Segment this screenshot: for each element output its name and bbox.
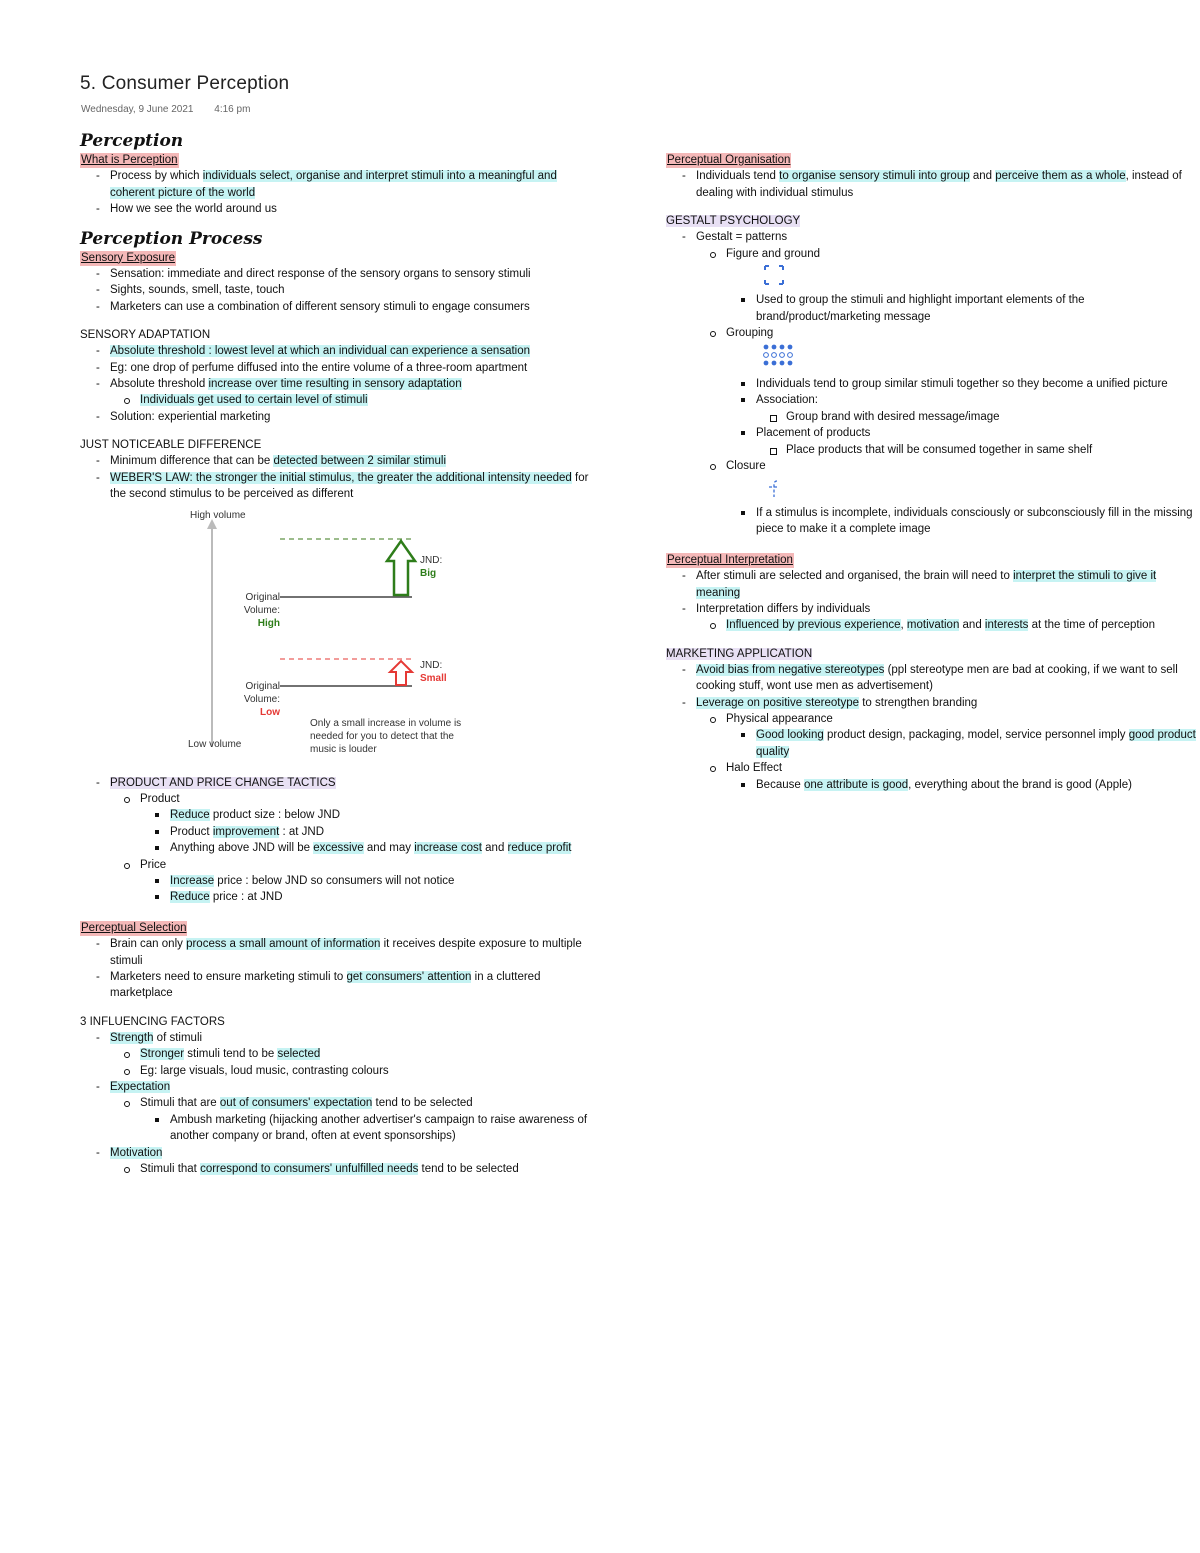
small-jnd-arrow	[390, 661, 412, 685]
original-volume-high-label: Original Volume: High	[243, 591, 280, 629]
list-item: Grouping Individuals tend to group similar stimuli together so they become a unified picture Association: Group brand with desired message/image Placement of products Place products that will be consumed together in same shelf	[696, 325, 1196, 458]
list-item: - Motivation Stimuli that correspond to consumers' unfulfilled needs tend to be selected	[80, 1145, 600, 1178]
graph-note: Only a small increase in volume is needed for you to detect that the music is louder	[310, 717, 462, 755]
influencing-factors-heading: 3 INFLUENCING FACTORS	[80, 1015, 225, 1028]
list-item: - Absolute threshold : lowest level at which an individual can experience a sensation	[80, 343, 600, 359]
list-item: - Strength of stimuli Stronger stimuli tend to be selected Eg: large visuals, loud music, contrasting colours	[80, 1030, 600, 1079]
list-item: Reduce price : at JND	[140, 889, 600, 905]
list-item: Stimuli that are out of consumers' expectation tend to be selected Ambush marketing (hijacking another advertiser's campaign to raise awareness of another company or brand, often at event sponsorships)	[110, 1095, 600, 1144]
big-jnd-arrow	[387, 541, 415, 595]
list-item: - Eg: one drop of perfume diffused into the entire volume of a three-room apartment	[80, 360, 600, 376]
list-item: - Expectation Stimuli that are out of consumers' expectation tend to be selected Ambush marketing (hijacking another advertiser's campaign to raise awareness of another company or brand, often at event sponsorships)	[80, 1079, 600, 1145]
jnd-list	[80, 453, 600, 502]
list-item: - Individuals tend to organise sensory stimuli into group and perceive them as a whole, instead of dealing with individual stimulus	[666, 168, 1196, 201]
sensory-exposure-heading: Sensory Exposure	[81, 251, 175, 264]
list-item: - Interpretation differs by individuals Influenced by previous experience, motivation and interests at the time of perception	[666, 601, 1196, 634]
factors-list	[80, 1030, 600, 1178]
page-title: 5. Consumer Perception	[80, 73, 290, 94]
high-volume-label: High volume	[190, 509, 246, 521]
list-item: If a stimulus is incomplete, individuals consciously or subconsciously fill in the missing piece to make it a complete image	[726, 505, 1196, 538]
list-item: Halo Effect Because one attribute is good, everything about the brand is good (Apple)	[696, 760, 1196, 793]
list-item: - Brain can only process a small amount of information it receives despite exposure to multiple stimuli	[80, 936, 600, 969]
list-item: Stimuli that correspond to consumers' unfulfilled needs tend to be selected	[110, 1161, 600, 1177]
list-item: - How we see the world around us	[80, 201, 600, 217]
perceptual-selection-heading: Perceptual Selection	[81, 921, 187, 934]
original-volume-low-label: Original Volume: Low	[243, 680, 280, 718]
list-item: - WEBER'S LAW: the stronger the initial stimulus, the greater the additional intensity needed for the second stimulus to be perceived as different	[80, 470, 600, 503]
left-column	[80, 130, 600, 1177]
list-item: Individuals get used to certain level of stimuli	[110, 392, 600, 408]
perceptual-interpretation-heading: Perceptual Interpretation	[667, 553, 793, 566]
page-meta	[81, 104, 268, 115]
jnd-heading: JUST NOTICEABLE DIFFERENCE	[80, 439, 262, 452]
list-item: - Process by which individuals select, organise and interpret stimuli into a meaningful and coherent picture of the world	[80, 168, 600, 201]
list-item: - Sights, sounds, smell, taste, touch	[80, 282, 600, 298]
list-item: - Solution: experiential marketing	[80, 409, 600, 425]
list-item: - Gestalt = patterns Figure and ground Used to group the stimuli and highlight important elements of the brand/product/marketing message Grouping Individuals tend to group similar stimuli together so they become a unified picture Association: Group brand with desired message/image Placement of products Place products that will be consumed together in same shelf Closure If a stimulus is incomplete, individuals consciously or subconsciously fill in the missing piece to make it a complete image	[666, 229, 1196, 538]
list-item: - PRODUCT AND PRICE CHANGE TACTICS Product Reduce product size : below JND Product improvement : at JND Anything above JND will be excessive and may increase cost and reduce profit Price Increase price : below JND so consumers will not notice Reduce price : at JND	[80, 775, 600, 906]
list-item: Influenced by previous experience, motivation and interests at the time of perception	[696, 617, 1196, 633]
list-item: Group brand with desired message/image	[756, 409, 1196, 425]
jnd-volume-graph	[170, 509, 570, 771]
list-item: Anything above JND will be excessive and may increase cost and reduce profit	[140, 840, 600, 856]
list-item: Because one attribute is good, everything about the brand is good (Apple)	[726, 777, 1196, 793]
what-is-perception-heading: What is Perception	[81, 154, 178, 166]
list-item: Product Reduce product size : below JND Product improvement : at JND Anything above JND will be excessive and may increase cost and reduce profit	[110, 791, 600, 857]
list-item: Reduce product size : below JND	[140, 807, 600, 823]
grouping-dots-icon	[763, 344, 1196, 375]
list-item: Association: Group brand with desired message/image	[726, 392, 1196, 425]
list-item: Placement of products Place products that will be consumed together in same shelf	[726, 425, 1196, 458]
gestalt-list	[666, 229, 1196, 538]
list-item: - Marketers need to ensure marketing stimuli to get consumers' attention in a cluttered marketplace	[80, 969, 600, 1002]
list-item: Product improvement : at JND	[140, 824, 600, 840]
perception-process-heading: Perception Process	[80, 228, 263, 249]
marketing-application-heading: MARKETING APPLICATION	[666, 647, 813, 660]
list-item: - After stimuli are selected and organised, the brain will need to interpret the stimuli to give it meaning	[666, 568, 1196, 601]
list-item: Individuals tend to group similar stimuli together so they become a unified picture	[726, 376, 1196, 392]
jnd-small-label: JND: Small	[420, 659, 447, 684]
list-item: - Absolute threshold increase over time resulting in sensory adaptation Individuals get used to certain level of stimuli	[80, 376, 600, 409]
list-item: Eg: large visuals, loud music, contrasting colours	[110, 1063, 600, 1079]
interpretation-list	[666, 568, 1196, 634]
what-is-list	[80, 168, 600, 217]
gestalt-heading: GESTALT PSYCHOLOGY	[666, 215, 801, 228]
list-item: - Marketers can use a combination of different sensory stimuli to engage consumers	[80, 299, 600, 315]
organisation-list	[666, 168, 1196, 201]
selection-list	[80, 936, 600, 1002]
list-item: - Minimum difference that can be detected between 2 similar stimuli	[80, 453, 600, 469]
page-date: Wednesday, 9 June 2021	[81, 104, 194, 115]
perception-heading: Perception	[80, 131, 184, 151]
list-item: - Avoid bias from negative stereotypes (ppl stereotype men are bad at cooking, if we want to sell cooking stuff, wont use men as advertisement)	[666, 662, 1196, 695]
application-list	[666, 662, 1196, 793]
figure-ground-icon	[763, 264, 1196, 291]
list-item: Stronger stimuli tend to be selected	[110, 1046, 600, 1062]
list-item: - Sensation: immediate and direct response of the sensory organs to sensory stimuli	[80, 266, 600, 282]
list-item: Place products that will be consumed together in same shelf	[756, 442, 1196, 458]
jnd-big-label: JND: Big	[420, 554, 443, 579]
list-item: Physical appearance Good looking product design, packaging, model, service personnel imply good product quality	[696, 711, 1196, 760]
list-item: Price Increase price : below JND so consumers will not notice Reduce price : at JND	[110, 857, 600, 906]
list-item: Closure If a stimulus is incomplete, individuals consciously or subconsciously fill in the missing piece to make it a complete image	[696, 458, 1196, 538]
sensory-adaptation-heading: SENSORY ADAPTATION	[80, 329, 211, 342]
list-item: Ambush marketing (hijacking another advertiser's campaign to raise awareness of another company or brand, often at event sponsorships)	[140, 1112, 600, 1145]
list-item: Good looking product design, packaging, model, service personnel imply good product quality	[726, 727, 1196, 760]
list-item: - Leverage on positive stereotype to strengthen branding Physical appearance Good looking product design, packaging, model, service personnel imply good product quality Halo Effect Because one attribute is good, everything about the brand is good (Apple)	[666, 695, 1196, 793]
page-time: 4:16 pm	[214, 104, 251, 115]
perceptual-organisation-heading: Perceptual Organisation	[667, 154, 791, 166]
list-item: Used to group the stimuli and highlight important elements of the brand/product/marketing message	[726, 292, 1196, 325]
sensory-adaptation-list	[80, 343, 600, 425]
closure-icon	[763, 477, 1196, 504]
right-column	[666, 152, 1196, 793]
sensory-exposure-list	[80, 266, 600, 315]
tactics-list	[80, 775, 600, 906]
list-item: Figure and ground Used to group the stimuli and highlight important elements of the brand/product/marketing message	[696, 246, 1196, 326]
low-volume-label: Low volume	[188, 738, 242, 750]
list-item: Increase price : below JND so consumers will not notice	[140, 873, 600, 889]
